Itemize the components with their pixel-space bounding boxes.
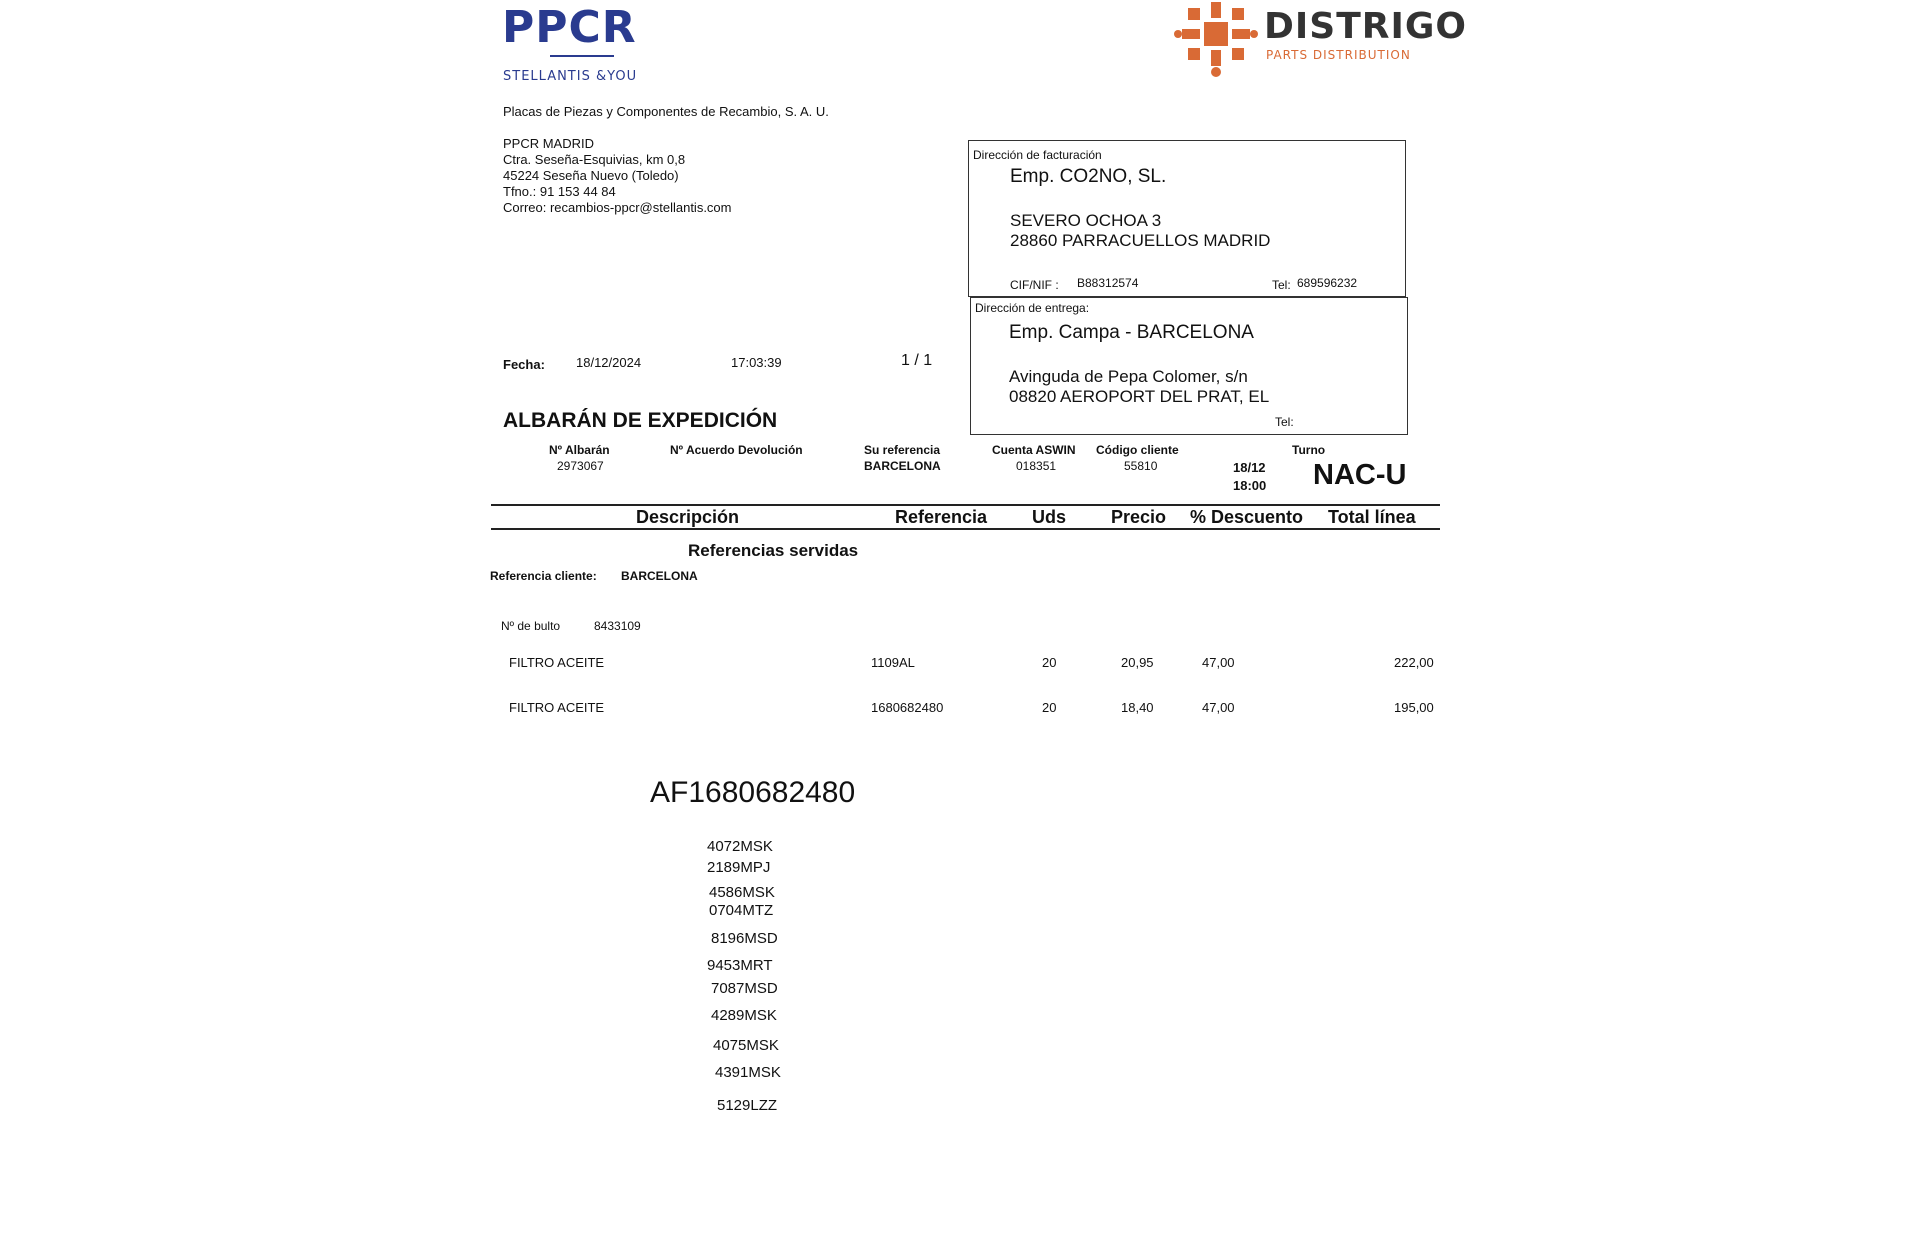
row-descripcion: FILTRO ACEITE xyxy=(509,700,605,715)
albaran-number: 2973067 xyxy=(557,459,604,473)
delivery-tel-label: Tel: xyxy=(1275,415,1294,429)
plate-number: 5129LZZ xyxy=(717,1097,778,1114)
sender-email: Correo: recambios-ppcr@stellantis.com xyxy=(503,200,732,215)
cuenta-aswin-label: Cuenta ASWIN xyxy=(992,443,1076,457)
sender-phone: Tfno.: 91 153 44 84 xyxy=(503,184,616,199)
distrigo-logo-text: DISTRIGO xyxy=(1264,6,1468,47)
col-header-uds: Uds xyxy=(1032,507,1067,527)
plate-number: 4586MSK xyxy=(709,884,775,901)
col-header-referencia: Referencia xyxy=(895,507,988,527)
ppcr-logo-tagline: STELLANTIS &YOU xyxy=(503,69,638,84)
col-header-descuento: % Descuento xyxy=(1190,507,1304,527)
row-precio: 20,95 xyxy=(1121,655,1154,670)
turno-label: Turno xyxy=(1292,443,1326,457)
sender-address-line: PPCR MADRID xyxy=(503,136,595,151)
billing-city: 28860 PARRACUELLOS MADRID xyxy=(1010,231,1271,250)
turno-date: 18/12 xyxy=(1233,460,1266,475)
section-title: Referencias servidas xyxy=(688,541,859,560)
plate-number: 4072MSK xyxy=(707,838,773,855)
row-descuento: 47,00 xyxy=(1202,655,1235,670)
codigo-cliente-label: Código cliente xyxy=(1096,443,1179,457)
billing-cif: B88312574 xyxy=(1077,276,1139,290)
table-header-bottom-rule xyxy=(491,528,1440,530)
plate-number: 4289MSK xyxy=(711,1007,777,1024)
annotation-code: AF1680682480 xyxy=(650,776,856,809)
fecha-label: Fecha: xyxy=(503,357,545,372)
row-descripcion: FILTRO ACEITE xyxy=(509,655,605,670)
turno-time: 18:00 xyxy=(1233,478,1267,493)
distrigo-logo-tagline: PARTS DISTRIBUTION xyxy=(1266,48,1411,62)
ppcr-logo-text: PPCR xyxy=(502,2,637,53)
albaran-label: Nº Albarán xyxy=(549,443,610,457)
plate-number: 2189MPJ xyxy=(707,859,771,876)
billing-name: Emp. CO2NO, SL. xyxy=(1010,166,1167,187)
row-descuento: 47,00 xyxy=(1202,700,1235,715)
billing-label: Dirección de facturación xyxy=(973,148,1102,162)
ref-cliente-label: Referencia cliente: xyxy=(490,569,597,583)
row-uds: 20 xyxy=(1042,700,1057,715)
col-header-descripcion: Descripción xyxy=(636,507,740,527)
document-title: ALBARÁN DE EXPEDICIÓN xyxy=(503,409,778,432)
plate-number: 0704MTZ xyxy=(709,902,774,919)
delivery-name: Emp. Campa - BARCELONA xyxy=(1009,322,1254,343)
billing-cif-label: CIF/NIF : xyxy=(1010,278,1059,292)
row-total: 222,00 xyxy=(1394,655,1434,670)
sender-address-line: Ctra. Seseña-Esquivias, km 0,8 xyxy=(503,152,686,167)
turno-code: NAC-U xyxy=(1313,459,1407,491)
billing-tel: 689596232 xyxy=(1297,276,1358,290)
billing-tel-label: Tel: xyxy=(1272,278,1291,292)
col-header-total: Total línea xyxy=(1328,507,1416,527)
delivery-label: Dirección de entrega: xyxy=(975,301,1090,315)
plate-number: 9453MRT xyxy=(707,957,773,974)
row-total: 195,00 xyxy=(1394,700,1434,715)
billing-street: SEVERO OCHOA 3 xyxy=(1010,211,1162,230)
su-referencia: BARCELONA xyxy=(864,459,941,473)
acuerdo-label: Nº Acuerdo Devolución xyxy=(670,443,803,457)
sender-address-line: 45224 Seseña Nuevo (Toledo) xyxy=(503,168,679,183)
doc-date: 18/12/2024 xyxy=(576,355,642,370)
delivery-city: 08820 AEROPORT DEL PRAT, EL xyxy=(1009,387,1270,406)
row-precio: 18,40 xyxy=(1121,700,1154,715)
sender-company-name: Placas de Piezas y Componentes de Recambio, S. A. U. xyxy=(503,104,829,119)
table-header-top-rule xyxy=(491,504,1440,506)
row-uds: 20 xyxy=(1042,655,1057,670)
su-referencia-label: Su referencia xyxy=(864,443,941,457)
plate-number: 4075MSK xyxy=(713,1037,779,1054)
sender-address-block xyxy=(503,136,732,216)
plate-number: 4391MSK xyxy=(715,1064,781,1081)
delivery-address-box xyxy=(970,297,1408,435)
plate-number: 8196MSD xyxy=(711,930,778,947)
cuenta-aswin: 018351 xyxy=(1016,459,1057,473)
col-header-precio: Precio xyxy=(1111,507,1167,527)
distrigo-emblem-icon xyxy=(1174,0,1258,78)
bulto-label: Nº de bulto xyxy=(501,619,561,633)
plate-number: 7087MSD xyxy=(711,980,778,997)
delivery-street: Avinguda de Pepa Colomer, s/n xyxy=(1009,367,1248,386)
ref-cliente: BARCELONA xyxy=(621,569,698,583)
doc-time: 17:03:39 xyxy=(731,355,782,370)
ppcr-logo-bar xyxy=(550,55,614,57)
page-number: 1 / 1 xyxy=(901,352,933,369)
row-referencia: 1680682480 xyxy=(871,700,944,715)
bulto-number: 8433109 xyxy=(594,619,641,633)
codigo-cliente: 55810 xyxy=(1124,459,1158,473)
row-referencia: 1109AL xyxy=(871,655,915,670)
